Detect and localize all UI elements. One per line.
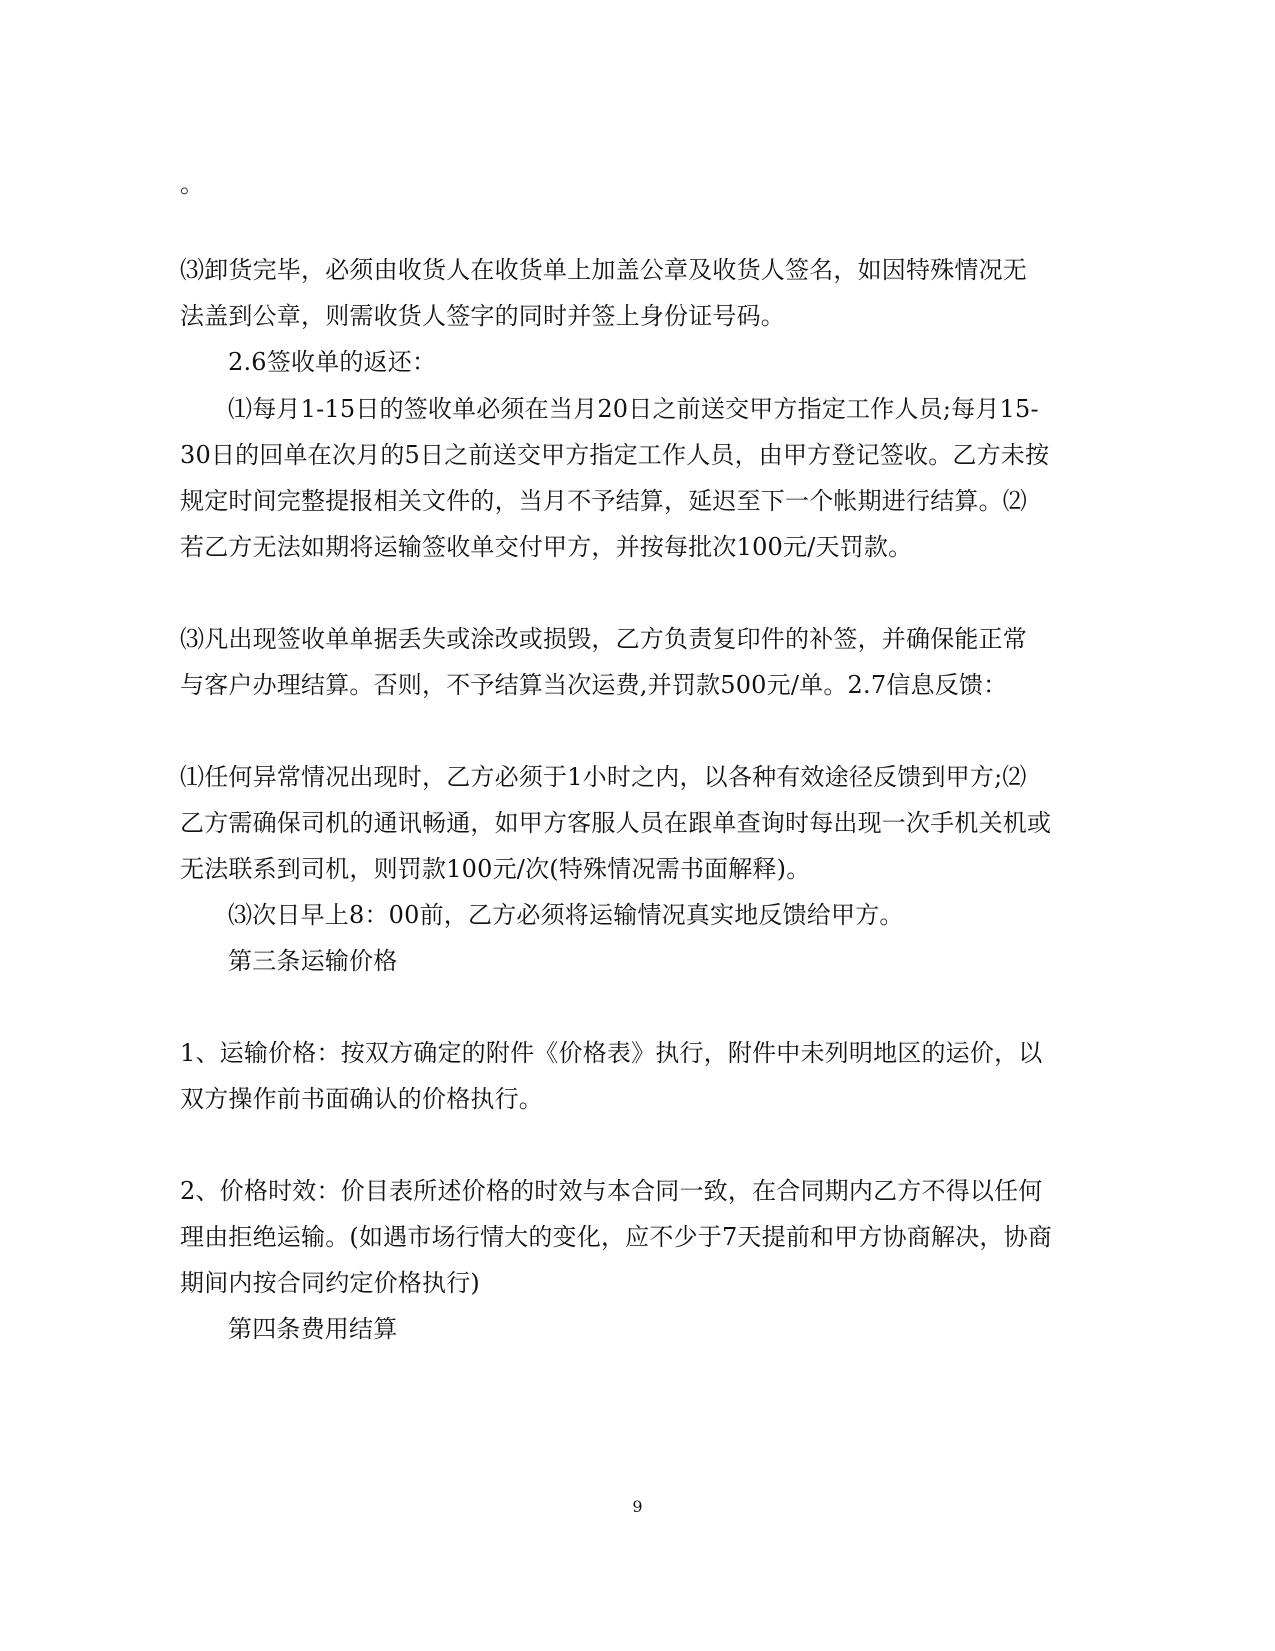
section-heading: 第四条费用结算 — [228, 1315, 398, 1343]
text-line: 1、运输价格：按双方确定的附件《价格表》执行，附件中未列明地区的运价，以 — [180, 1039, 1043, 1067]
text-line: ⑶凡出现签收单单据丢失或涂改或损毁，乙方负责复印件的补签，并确保能正常 — [180, 625, 1027, 653]
text-line: 无法联系到司机，则罚款100元/次(特殊情况需书面解释)。 — [180, 855, 811, 883]
section-heading: 第三条运输价格 — [228, 947, 398, 975]
text-line: 若乙方无法如期将运输签收单交付甲方，并按每批次100元/天罚款。 — [180, 533, 913, 561]
text-line: 2、价格时效：价目表所述价格的时效与本合同一致，在合同期内乙方不得以任何 — [180, 1177, 1043, 1205]
text-line: ⑴每月1-15日的签收单必须在当月20日之前送交甲方指定工作人员;每月15- — [228, 395, 1039, 423]
page-number: 9 — [632, 1497, 643, 1516]
text-line: 。 — [180, 170, 205, 198]
text-line: 乙方需确保司机的通讯畅通，如甲方客服人员在跟单查询时每出现一次手机关机或 — [180, 809, 1052, 837]
text-line: 与客户办理结算。否则，不予结算当次运费,并罚款500元/单。2.7信息反馈： — [180, 671, 1008, 699]
text-line: 双方操作前书面确认的价格执行。 — [180, 1085, 543, 1113]
text-line: ⑶卸货完毕，必须由收货人在收货单上加盖公章及收货人签名，如因特殊情况无 — [180, 256, 1027, 284]
text-line: ⑴任何异常情况出现时，乙方必须于1小时之内，以各种有效途径反馈到甲方;⑵ — [180, 763, 1027, 791]
text-line: 规定时间完整提报相关文件的，当月不予结算，延迟至下一个帐期进行结算。⑵ — [180, 487, 1027, 515]
text-line: 法盖到公章，则需收货人签字的同时并签上身份证号码。 — [180, 302, 785, 330]
text-line: 理由拒绝运输。(如遇市场行情大的变化，应不少于7天提前和甲方协商解决，协商 — [180, 1223, 1053, 1251]
text-line: 30日的回单在次月的5日之前送交甲方指定工作人员，由甲方登记签收。乙方未按 — [180, 441, 1050, 469]
text-line: 期间内按合同约定价格执行) — [180, 1269, 480, 1297]
text-line: ⑶次日早上8：00前，乙方必须将运输情况真实地反馈给甲方。 — [228, 901, 904, 929]
section-heading: 2.6签收单的返还： — [228, 348, 437, 376]
